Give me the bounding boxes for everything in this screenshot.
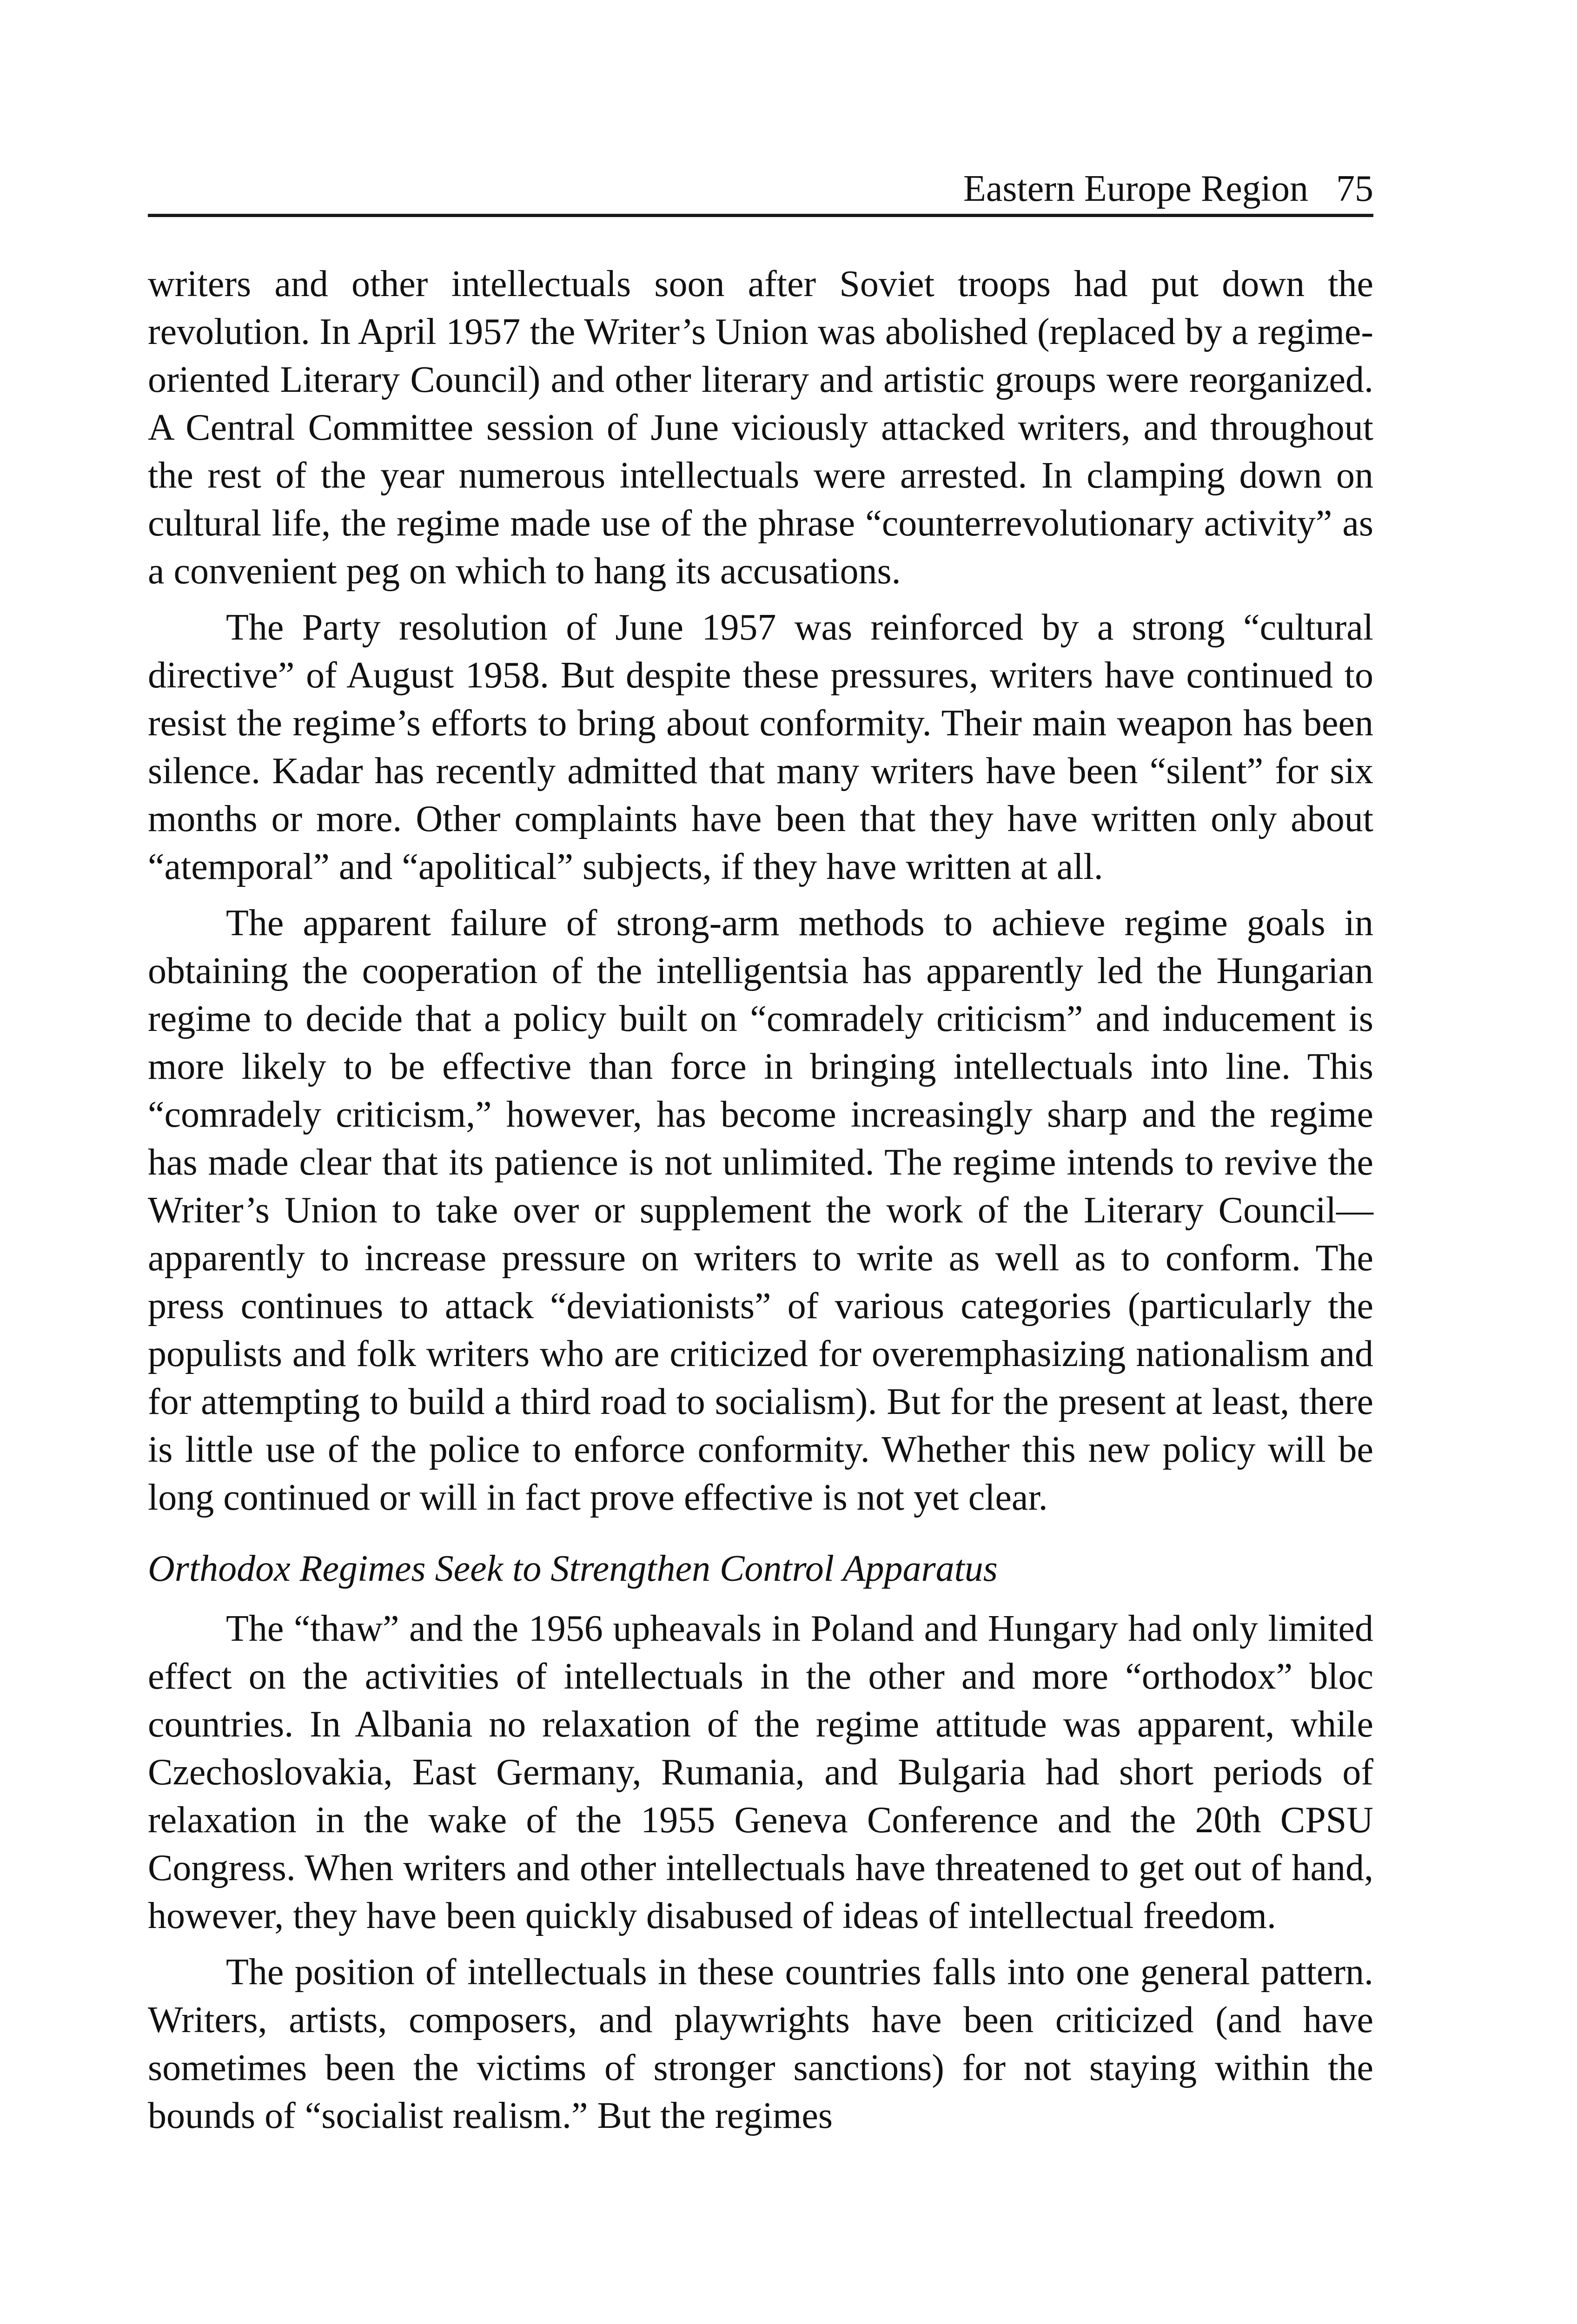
paragraph: The “thaw” and the 1956 upheavals in Poland and Hungary had only limited effect on the activities of intellectuals in the other and more “orthodox” bloc countries. In Albania no relaxation of the regime attitude was apparent, while Czechoslovakia, East Germany, Rumania, and Bulgaria had short periods of relaxation in the wake of the 1955 Geneva Conference and the 20th CPSU Congress. When writers and other intellectuals have threatened to get out of hand, however, they have been quickly disabused of ideas of intellectual freedom. [148, 1608, 1373, 1936]
paragraph: The position of intellectuals in these countries falls into one general pattern. Writers, artists, composers, and playwrights have been criticized (and have sometimes been the victims of stronger sanctions) for not staying within the bounds of “socialist realism.” But the regimes [148, 1952, 1373, 2136]
body-text [148, 260, 1373, 2148]
section-heading: Orthodox Regimes Seek to Strengthen Control Apparatus [148, 1548, 998, 1589]
paragraph: The apparent failure of strong-arm methods to achieve regime goals in obtaining the cooperation of the intelligentsia has apparently led the Hungarian regime to decide that a policy built on “comradely criticism” and inducement is more likely to be effective than force in bringing intellectuals into line. This “comradely criticism,” however, has become increasingly sharp and the regime has made clear that its patience is not unlimited. The regime intends to revive the Writer’s Union to take over or supplement the work of the Literary Council—apparently to increase pressure on writers to write as well as to conform. The press continues to attack “deviationists” of various categories (particularly the populists and folk writers who are criticized for overemphasizing nationalism and for attempting to build a third road to socialism). But for the present at least, there is little use of the police to enforce conformity. Whether this new policy will be long continued or will in fact prove effective is not yet clear. [148, 903, 1373, 1518]
running-head [148, 158, 1373, 217]
page-number: 75 [1336, 168, 1373, 209]
paragraph-continued: writers and other intellectuals soon after Soviet troops had put down the revolution. In April 1957 the Writer’s Union was abolished (replaced by a regime-oriented Literary Council) and other literary and artistic groups were reorganized. A Central Committee session of June viciously attacked writers, and throughout the rest of the year numerous intellectuals were arrested. In clamping down on cultural life, the regime made use of the phrase “counterrevolutionary activity” as a convenient peg on which to hang its accusations. [148, 264, 1373, 592]
running-head-text [963, 170, 1373, 207]
running-head-title: Eastern Europe Region [963, 168, 1308, 209]
paragraph: The Party resolution of June 1957 was reinforced by a strong “cultural directive” of August 1958. But despite these pressures, writers have continued to resist the regime’s efforts to bring about conformity. Their main weapon has been silence. Kadar has recently admitted that many writers have been “silent” for six months or more. Other complaints have been that they have written only about “atemporal” and “apolitical” subjects, if they have written at all. [148, 607, 1373, 887]
